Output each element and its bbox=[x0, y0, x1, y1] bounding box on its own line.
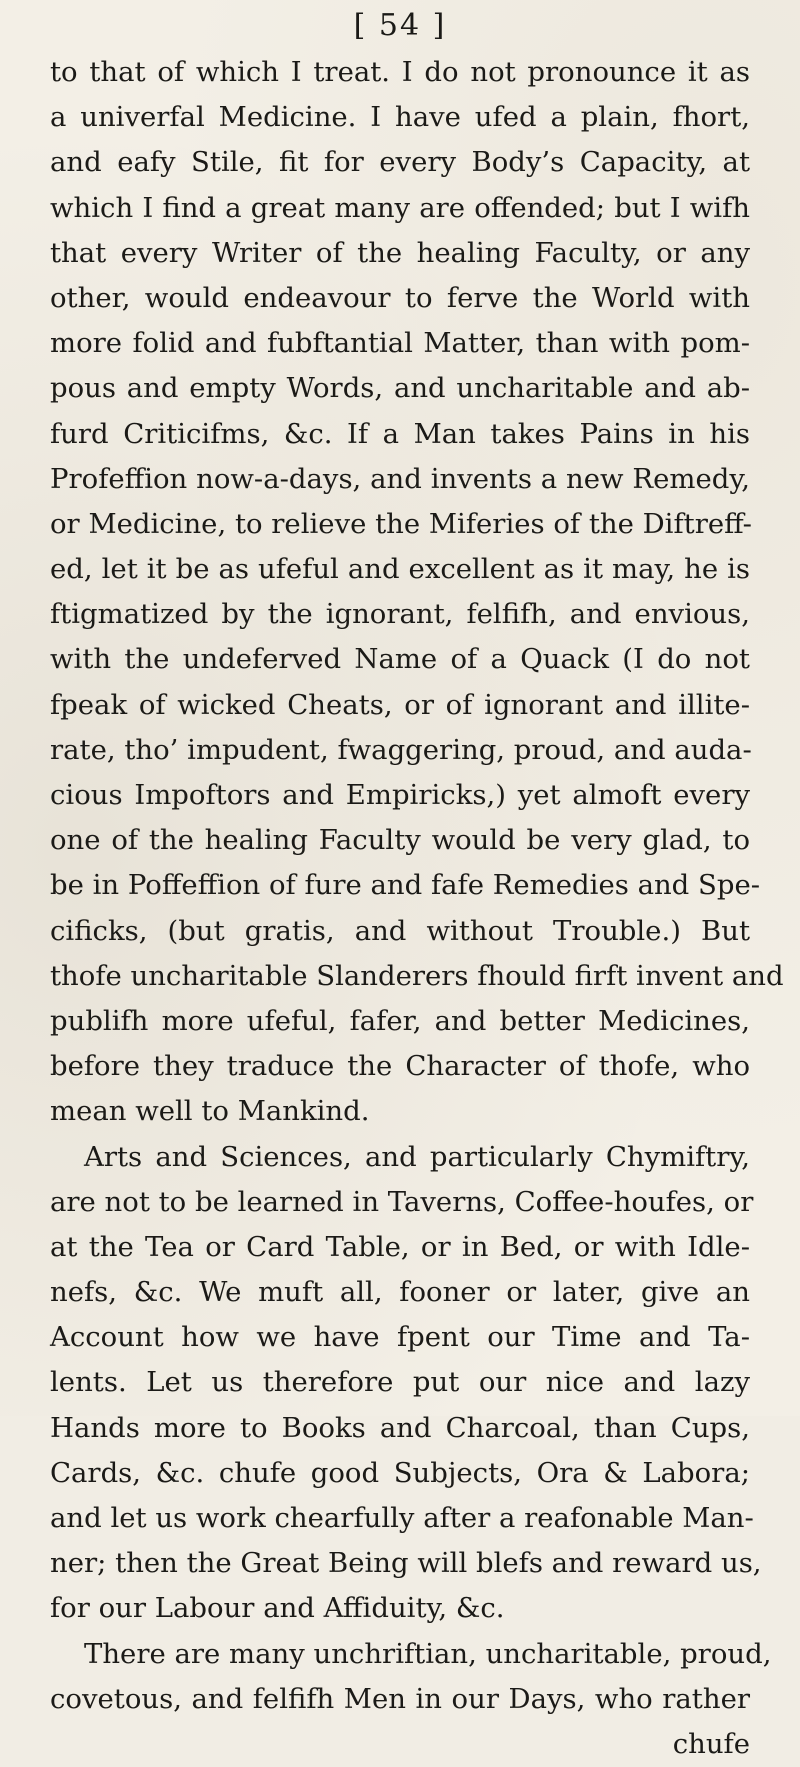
text-line: nefs, &c. We muft all, fooner or later, give an bbox=[50, 1276, 750, 1309]
text-line: which I find a great many are offended; but I wifh bbox=[50, 191, 750, 224]
text-line: furd Criticifms, &c. If a Man takes Pains in his bbox=[50, 417, 750, 450]
text-line: Account how we have fpent our Time and Ta- bbox=[50, 1321, 750, 1354]
text-line: more folid and fubftantial Matter, than with pom- bbox=[50, 327, 750, 360]
text-line: rate, tho’ impudent, fwaggering, proud, and auda- bbox=[50, 733, 752, 766]
text-line: Hands more to Books and Charcoal, than Cups, bbox=[50, 1411, 750, 1444]
text-line: Profeffion now-a-days, and invents a new Remedy, bbox=[50, 462, 750, 495]
text-line: one of the healing Faculty would be very glad, to bbox=[50, 824, 750, 857]
text-line: fpeak of wicked Cheats, or of ignorant and illite- bbox=[50, 688, 750, 721]
text-line: thofe uncharitable Slanderers fhould firft invent and bbox=[50, 959, 784, 992]
text-line: other, would endeavour to ferve the World with bbox=[50, 281, 750, 314]
text-line: or Medicine, to relieve the Miferies of the Diftreff- bbox=[50, 507, 752, 540]
text-line: Cards, &c. chufe good Subjects, Ora & Labora; bbox=[50, 1456, 750, 1489]
catchword: chufe bbox=[672, 1727, 750, 1760]
text-line: cious Impoftors and Empiricks,) yet almoft every bbox=[50, 779, 750, 811]
text-line: pous and empty Words, and uncharitable and ab- bbox=[50, 372, 750, 405]
page-number: [ 54 ] bbox=[353, 8, 447, 43]
text-line: ner; then the Great Being will blefs and reward us, bbox=[50, 1547, 762, 1580]
text-line: There are many unchriftian, uncharitable, proud, bbox=[84, 1637, 772, 1670]
text-line: ed, let it be as ufeful and excellent as it may, he is bbox=[50, 553, 750, 586]
text-line: cificks, (but gratis, and without Trouble.) But bbox=[50, 914, 750, 947]
text-line: that every Writer of the healing Faculty, or any bbox=[50, 236, 750, 269]
text-line: before they traduce the Character of thofe, who bbox=[50, 1050, 750, 1083]
text-line: to that of which I treat. I do not pronounce it as bbox=[50, 56, 750, 88]
text-line: and eafy Stile, fit for every Body’s Capacity, at bbox=[50, 146, 750, 179]
text-line: Arts and Sciences, and particularly Chymiftry, bbox=[84, 1140, 750, 1173]
text-line: covetous, and felfifh Men in our Days, who rather bbox=[50, 1682, 750, 1715]
body-text bbox=[50, 50, 784, 1767]
text-line: mean well to Mankind. bbox=[50, 1095, 370, 1128]
text-line: be in Poffeffion of fure and fafe Remedies and Spe- bbox=[50, 869, 761, 902]
text-line: with the undeferved Name of a Quack (I do not bbox=[50, 643, 750, 676]
text-line: publifh more ufeful, fafer, and better Medicines, bbox=[50, 1004, 750, 1037]
text-line: are not to be learned in Taverns, Coffee-houfes, or bbox=[50, 1185, 754, 1218]
text-line: lents. Let us therefore put our nice and lazy bbox=[50, 1366, 750, 1399]
text-line: ftigmatized by the ignorant, felfifh, and envious, bbox=[50, 598, 750, 631]
text-line: and let us work chearfully after a reafonable Man- bbox=[50, 1502, 754, 1534]
text-line: a univerfal Medicine. I have ufed a plain, fhort, bbox=[50, 101, 750, 134]
text-line: at the Tea or Card Table, or in Bed, or with Idle- bbox=[50, 1230, 750, 1263]
text-line: for our Labour and Affiduity, &c. bbox=[50, 1592, 505, 1625]
